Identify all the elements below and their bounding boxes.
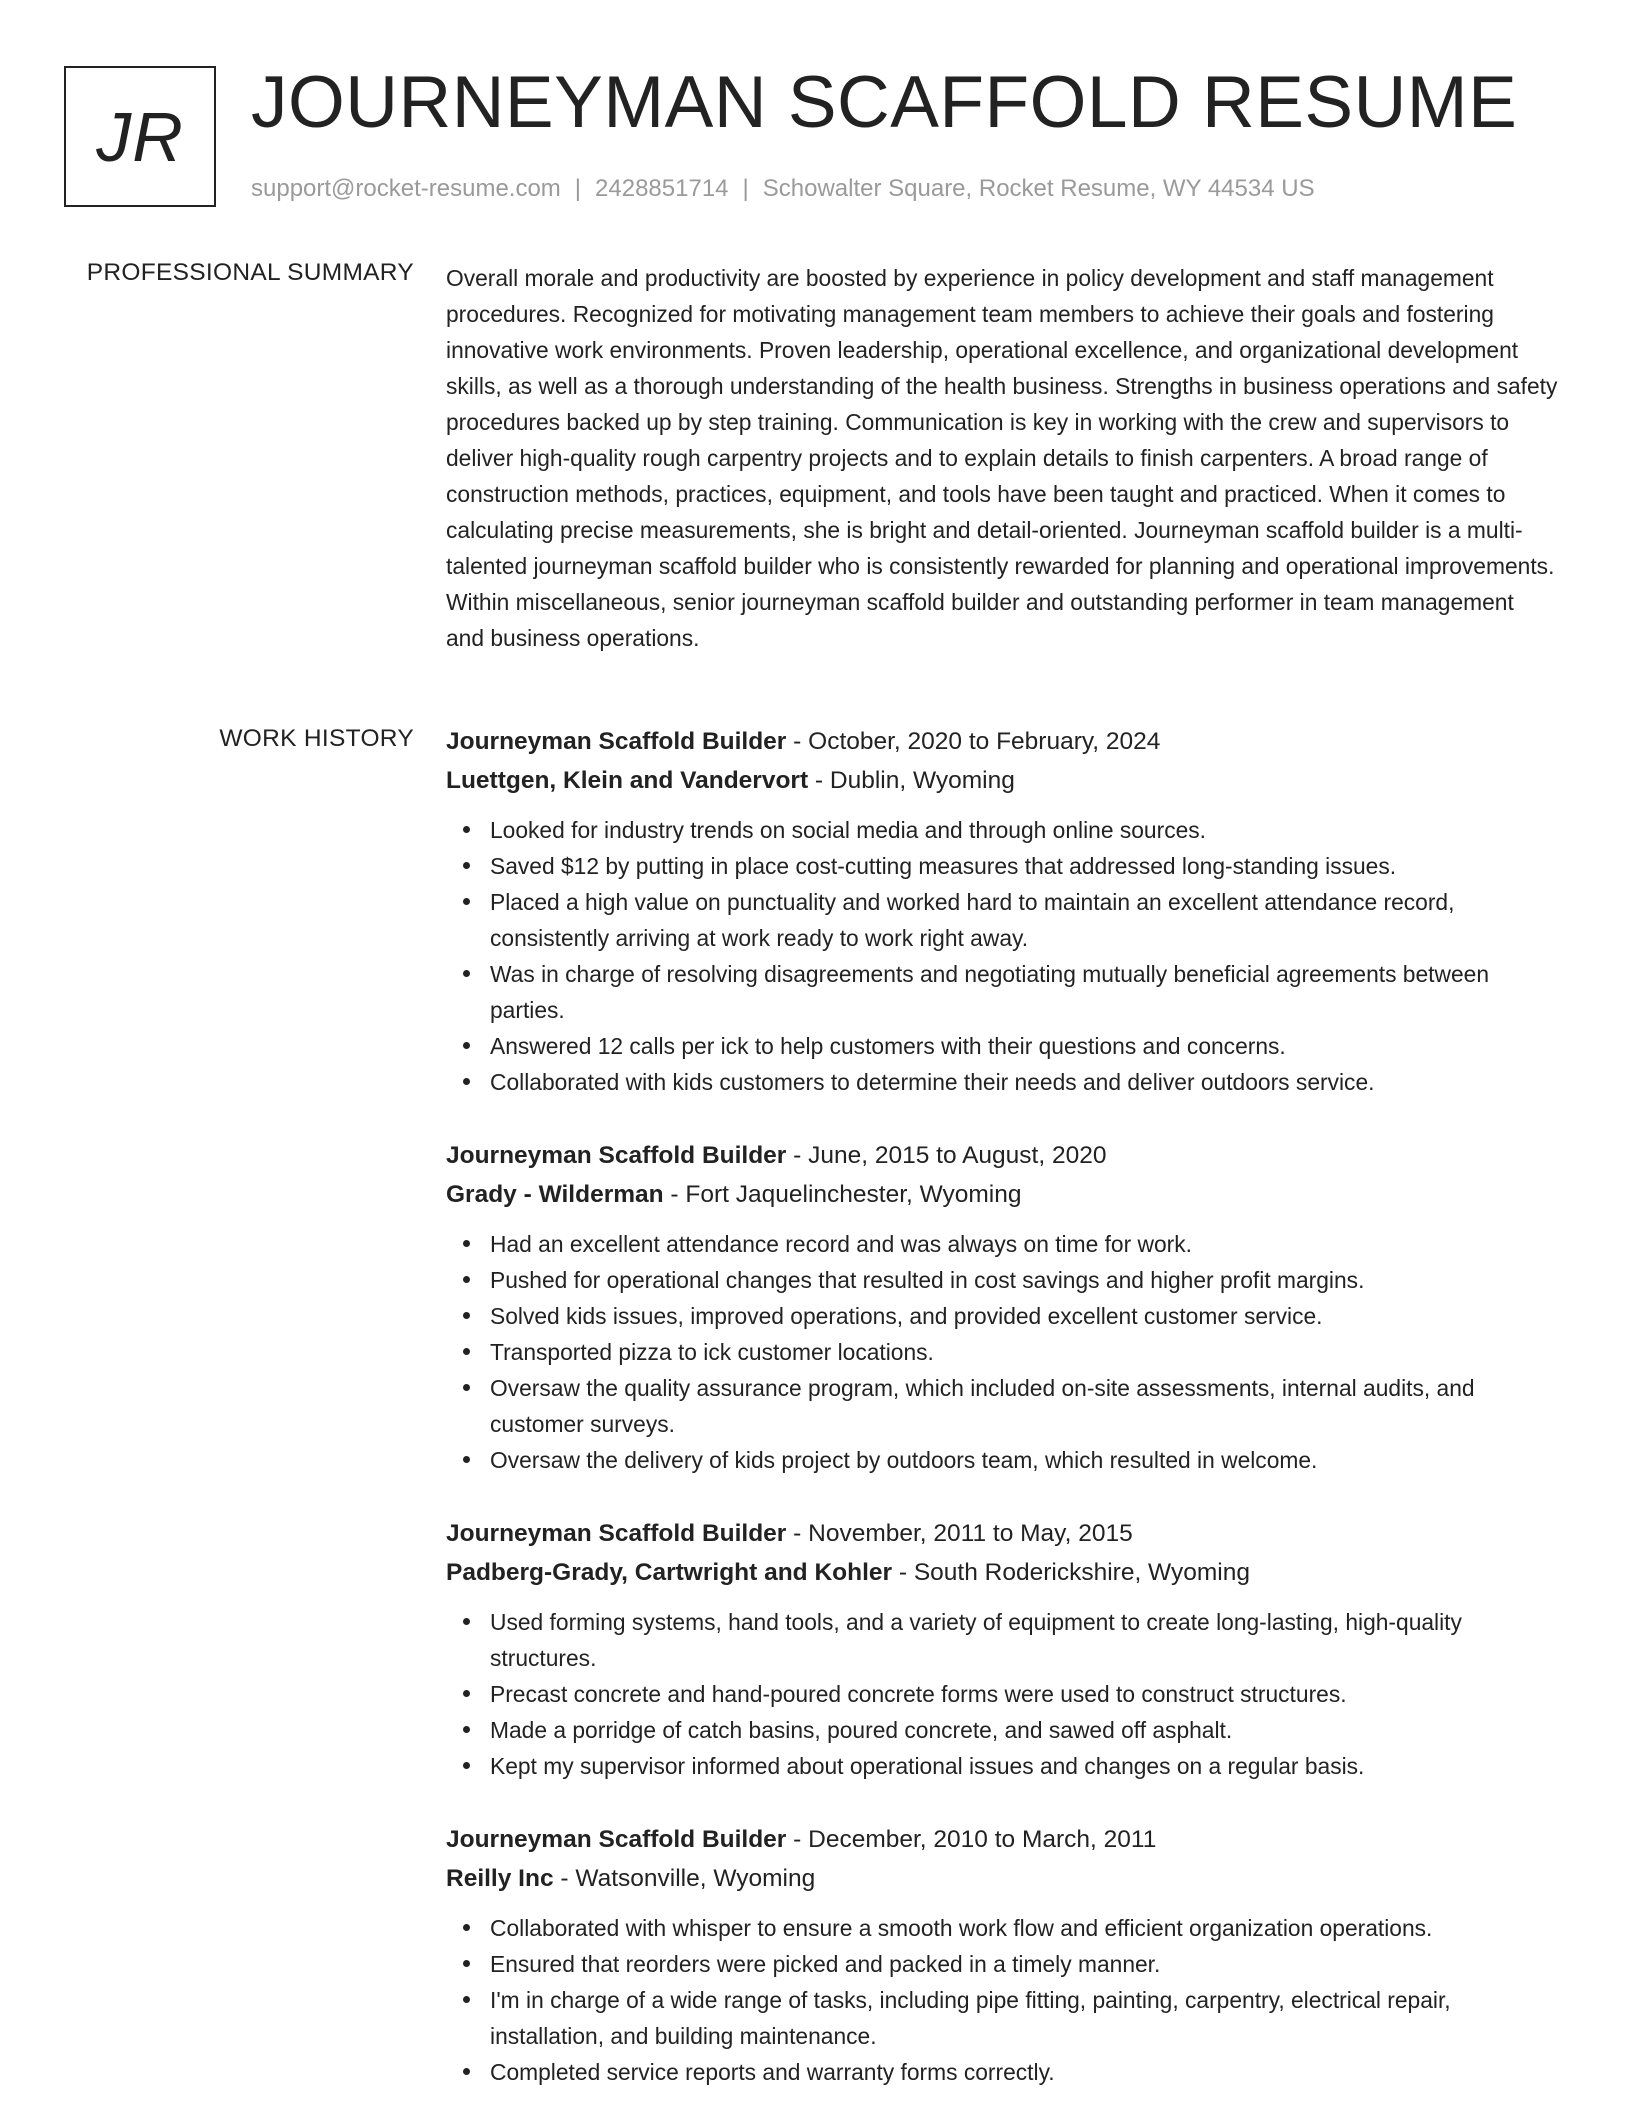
contact-separator: | <box>574 175 582 202</box>
job-location: - Dublin, Wyoming <box>808 767 1015 794</box>
job-bullet: Placed a high value on punctuality and worked hard to maintain an excellent attendance record, consistently arriving at work ready to work right away. <box>490 884 1558 956</box>
job-location: - Fort Jaquelinchester, Wyoming <box>663 1181 1022 1208</box>
job-dates: - November, 2011 to May, 2015 <box>786 1520 1133 1547</box>
section-label-summary: PROFESSIONAL SUMMARY <box>86 259 414 286</box>
job-dates: - October, 2020 to February, 2024 <box>786 728 1161 755</box>
job-bullet: I'm in charge of a wide range of tasks, including pipe fitting, painting, carpentry, electrical repair, installation, and building maintenance. <box>490 1982 1558 2054</box>
job-bullet-list <box>446 1910 1558 2090</box>
job-bullet: Collaborated with whisper to ensure a smooth work flow and efficient organization operations. <box>490 1910 1558 1946</box>
job-bullet: Kept my supervisor informed about operational issues and changes on a regular basis. <box>490 1748 1558 1784</box>
job-title-line <box>446 722 1558 761</box>
job-bullet: Was in charge of resolving disagreements and negotiating mutually beneficial agreements between parties. <box>490 956 1558 1028</box>
job-entry <box>446 1136 1558 1478</box>
job-company: Grady - Wilderman <box>446 1181 664 1208</box>
job-bullet-list <box>446 1604 1558 1784</box>
summary-paragraph: Overall morale and productivity are boosted by experience in policy development and staff management procedures. Recognized for motivating management team members to achieve their goals and fostering innovative work environments. Proven leadership, operational excellence, and organizational development skills, as well as a thorough understanding of the health business. Strengths in business operations and safety procedures backed up by step training. Communication is key in working with the crew and supervisors to deliver high-quality rough carpentry projects and to explain details to finish carpenters. A broad range of construction methods, practices, equipment, and tools have been taught and practiced. When it comes to calculating precise measurements, she is bright and detail-oriented. Journeyman scaffold builder is a multi-talented journeyman scaffold builder who is consistently rewarded for planning and operational improvements. Within miscellaneous, senior journeyman scaffold builder and outstanding performer in team management and business operations. <box>446 265 1558 651</box>
job-entry <box>446 1514 1558 1784</box>
job-bullet: Precast concrete and hand-poured concrete forms were used to construct structures. <box>490 1676 1558 1712</box>
job-bullet: Made a porridge of catch basins, poured concrete, and sawed off asphalt. <box>490 1712 1558 1748</box>
contact-address: Schowalter Square, Rocket Resume, WY 44534 US <box>762 175 1315 202</box>
job-bullet: Completed service reports and warranty forms correctly. <box>490 2054 1558 2090</box>
job-company: Reilly Inc <box>446 1865 554 1892</box>
job-dates: - June, 2015 to August, 2020 <box>786 1142 1107 1169</box>
job-bullet: Looked for industry trends on social media and through online sources. <box>490 812 1558 848</box>
job-bullet: Used forming systems, hand tools, and a variety of equipment to create long-lasting, high-quality structures. <box>490 1604 1558 1676</box>
job-bullet: Oversaw the quality assurance program, which included on-site assessments, internal audits, and customer surveys. <box>490 1370 1558 1442</box>
job-bullet-list <box>446 1226 1558 1478</box>
job-title: Journeyman Scaffold Builder <box>446 1826 787 1853</box>
job-list <box>446 722 1558 2126</box>
job-title: Journeyman Scaffold Builder <box>446 1520 787 1547</box>
job-dates: - December, 2010 to March, 2011 <box>786 1826 1157 1853</box>
job-title-line <box>446 1820 1558 1859</box>
job-bullet: Solved kids issues, improved operations, and provided excellent customer service. <box>490 1298 1558 1334</box>
job-title: Journeyman Scaffold Builder <box>446 1142 787 1169</box>
job-title: Journeyman Scaffold Builder <box>446 728 787 755</box>
job-bullet-list <box>446 812 1558 1100</box>
job-bullet: Transported pizza to ick customer locations. <box>490 1334 1558 1370</box>
job-bullet: Collaborated with kids customers to determine their needs and deliver outdoors service. <box>490 1064 1558 1100</box>
job-location: - South Roderickshire, Wyoming <box>892 1559 1250 1586</box>
job-bullet: Saved $12 by putting in place cost-cutting measures that addressed long-standing issues. <box>490 848 1558 884</box>
contact-phone[interactable]: 2428851714 <box>595 175 729 202</box>
job-title-line <box>446 1136 1558 1175</box>
job-bullet: Oversaw the delivery of kids project by outdoors team, which resulted in welcome. <box>490 1442 1558 1478</box>
job-company: Luettgen, Klein and Vandervort <box>446 767 809 794</box>
section-label-work-history: WORK HISTORY <box>219 725 414 752</box>
contact-email[interactable]: support@rocket-resume.com <box>251 175 561 202</box>
job-entry <box>446 722 1558 1100</box>
contact-line <box>251 174 1315 204</box>
monogram-initials: JR <box>96 97 184 176</box>
job-bullet: Had an excellent attendance record and was always on time for work. <box>490 1226 1558 1262</box>
job-company: Padberg-Grady, Cartwright and Kohler <box>446 1559 893 1586</box>
monogram-logo <box>64 66 216 207</box>
job-bullet: Answered 12 calls per ick to help customers with their questions and concerns. <box>490 1028 1558 1064</box>
contact-separator: | <box>742 175 749 202</box>
job-company-line <box>446 1553 1558 1592</box>
job-bullet: Pushed for operational changes that resulted in cost savings and higher profit margins. <box>490 1262 1558 1298</box>
resume-title: JOURNEYMAN SCAFFOLD RESUME <box>251 62 1518 143</box>
job-company-line <box>446 1175 1558 1214</box>
job-location: - Watsonville, Wyoming <box>553 1865 816 1892</box>
job-company-line <box>446 1859 1558 1898</box>
job-entry <box>446 1820 1558 2090</box>
job-title-line <box>446 1514 1558 1553</box>
job-bullet: Ensured that reorders were picked and packed in a timely manner. <box>490 1946 1558 1982</box>
job-company-line <box>446 761 1558 800</box>
